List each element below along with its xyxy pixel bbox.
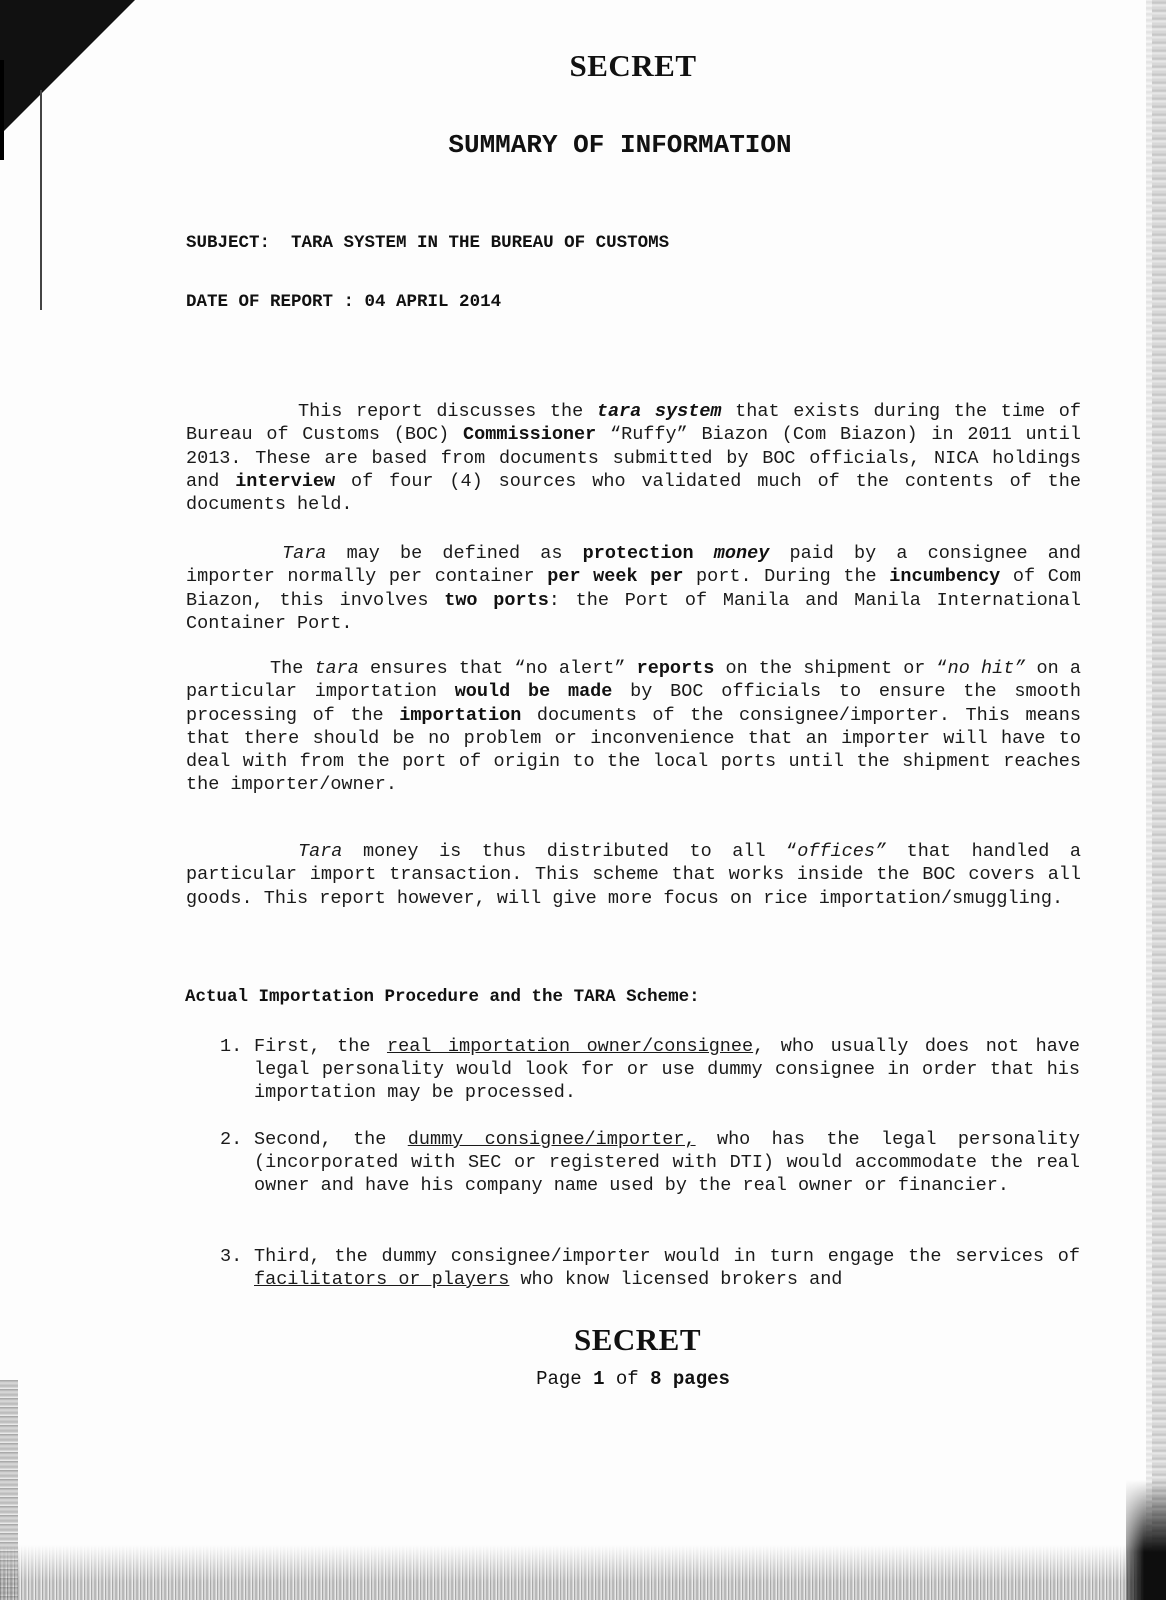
p3-text-e: on the shipment or “: [714, 658, 948, 679]
subject-value: TARA SYSTEM IN THE BUREAU OF CUSTOMS: [291, 233, 670, 253]
list-item-underlined: real importation owner/consignee: [386, 1036, 754, 1057]
p2-text-i: of Com Biazon, this involves: [186, 566, 1081, 611]
p3-would-be-made: would be made: [454, 681, 613, 703]
p1-tara-system: tara system: [596, 401, 722, 422]
list-number: 2.: [220, 1129, 243, 1150]
p3-text-i: by BOC officials to ensure the smooth processing of the: [186, 681, 1082, 726]
p3-text-k: documents of the consignee/importer. This means that there should be no problem or inconvenience that an importer will have to deal with from the port of origin to the local ports until the shipment reaches the importer/owner.: [186, 704, 1081, 796]
p3-text-g: on a particular importation: [186, 658, 1081, 703]
list-item-underlined: facilitators or players: [254, 1269, 510, 1290]
p4-text-d: that handled a particular import transaction. This scheme that works inside the BOC covers all goods. This report however, will give more focus on rice importation/smuggling.: [186, 841, 1081, 909]
paragraph-1: [186, 400, 1081, 516]
scan-right-edge: [1152, 0, 1166, 1600]
subject-label: SUBJECT:: [186, 233, 271, 253]
p3-text-a: The: [270, 658, 315, 679]
list-item-text: Second, the: [254, 1129, 408, 1150]
list-item-text: who know licensed brokers and: [509, 1269, 843, 1290]
p4-offices: offices”: [797, 841, 887, 862]
page-current: 1: [593, 1368, 605, 1390]
section-heading: Actual Importation Procedure and the TARA Scheme:: [185, 987, 700, 1007]
p3-reports: reports: [636, 658, 715, 679]
page-total: 8: [650, 1368, 662, 1390]
scan-right-bottom-shadow: [1126, 1480, 1166, 1600]
p2-text-e: paid by a consignee and importer normally per container: [186, 543, 1081, 588]
scan-left-line: [40, 90, 42, 310]
page-of: of: [604, 1368, 651, 1390]
paragraph-2: [186, 542, 1081, 635]
subject-line: [186, 233, 669, 253]
scan-bottom-noise: [0, 1545, 1166, 1600]
page-suffix: pages: [661, 1368, 730, 1390]
classification-footer: SECRET: [573, 1322, 702, 1357]
p1-text-c: that exists during the time of Bureau of Customs (BOC): [186, 401, 1081, 446]
p3-no-hit: no hit”: [947, 658, 1026, 679]
date-value: 04 APRIL 2014: [364, 292, 502, 312]
p2-money: money: [713, 543, 770, 564]
p1-commissioner: Commissioner: [463, 424, 597, 446]
p1-text-e: “Ruffy” Biazon (Com Biazon) in 2011 until 2013. These are based from documents submitted by BOC officials, NICA holdings and: [186, 424, 1082, 492]
page-prefix: Page: [536, 1368, 594, 1390]
p2-text-k: : the Port of Manila and Manila International Container Port.: [186, 589, 1081, 634]
p1-text-a: This report discusses the: [298, 401, 597, 422]
p4-text-b: money is thus distributed to all “: [342, 841, 798, 862]
list-item-text: First, the: [254, 1036, 387, 1057]
p1-interview: interview: [235, 470, 336, 492]
list-number: 1.: [220, 1036, 243, 1057]
list-item-body: [254, 1245, 1080, 1291]
p1-text-g: of four (4) sources who validated much of the contents of the documents held.: [186, 470, 1081, 516]
list-item-body: [254, 1035, 1080, 1104]
list-number: 3.: [220, 1246, 243, 1267]
list-item-text: Third, the dummy consignee/importer would in turn engage the services of: [254, 1246, 1080, 1267]
p2-text-g: port. During the: [683, 566, 890, 588]
p3-tara: tara: [314, 658, 359, 679]
list-item: [220, 1035, 1080, 1104]
paragraph-4: [186, 840, 1081, 910]
p2-text-b: may be defined as: [326, 543, 583, 564]
list-item-text: who has the legal personality (incorporated with SEC or registered with DTI) would accommodate the real owner and have his company name used by the real owner or financier.: [254, 1129, 1080, 1196]
paragraph-3: [186, 657, 1081, 797]
list-item-body: [254, 1128, 1080, 1197]
list-item: [220, 1245, 1080, 1291]
p2-two-ports: two ports: [444, 589, 549, 611]
date-label: DATE OF REPORT :: [186, 292, 355, 312]
scan-right-edge-inner: [1146, 0, 1152, 1600]
date-line: [186, 292, 501, 312]
list-item: [220, 1128, 1080, 1197]
p2-incumbency: incumbency: [889, 566, 1001, 588]
p2-protection: protection: [582, 543, 694, 564]
p2-tara: Tara: [282, 543, 327, 564]
p3-text-c: ensures that “no alert”: [358, 658, 637, 679]
p2-per-week-per: per week per: [547, 566, 684, 588]
list-item-text: , who usually does not have legal personality would look for or use dummy consignee in order that his importation may be processed.: [254, 1036, 1081, 1103]
page-number: [0, 1368, 1166, 1390]
list-item-underlined: dummy consignee/importer,: [407, 1129, 696, 1150]
p4-tara: Tara: [298, 841, 343, 862]
p3-importation: importation: [399, 704, 522, 726]
classification-header: SECRET: [569, 48, 697, 83]
document-title: SUMMARY OF INFORMATION: [448, 130, 792, 160]
